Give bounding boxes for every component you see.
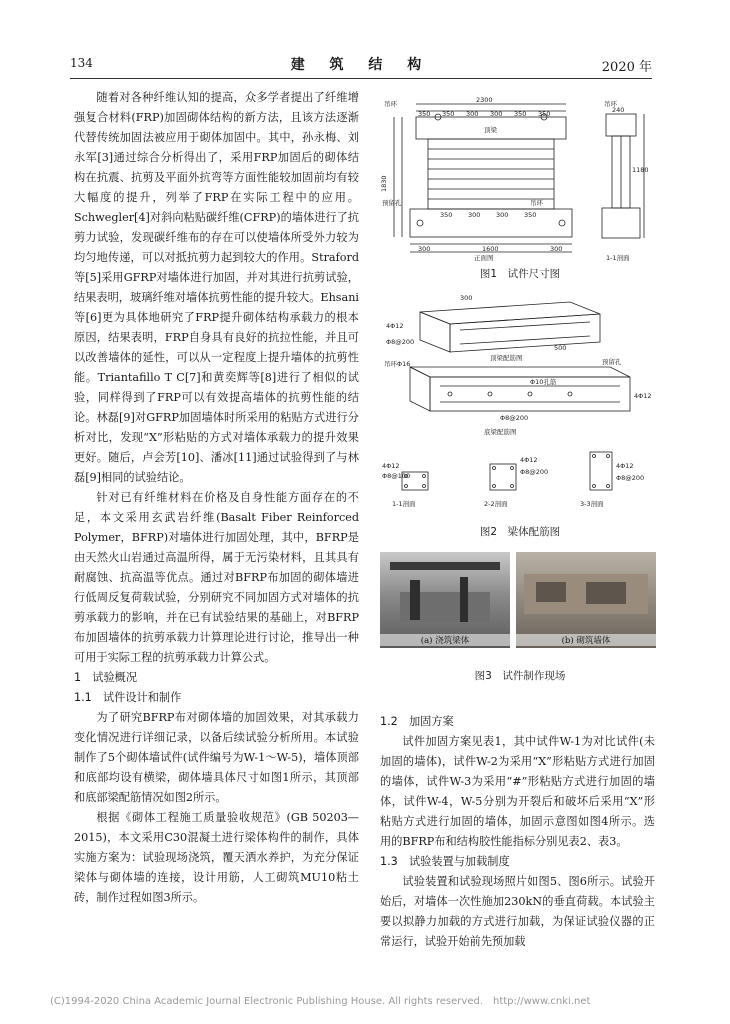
dim-top-300: 300 bbox=[460, 294, 473, 302]
label-section2-rebar: 4Φ12 bbox=[520, 456, 538, 464]
label-section3-stirrup: Φ8@200 bbox=[616, 474, 645, 482]
dim-top-5: 350 bbox=[514, 110, 527, 118]
figure-2-caption: 图2 梁体配筋图 bbox=[479, 526, 561, 538]
figure-1-caption: 图1 试件尺寸图 bbox=[479, 268, 561, 280]
paragraph: 随着对各种纤维认知的提高，众多学者提出了纤维增强复合材料(FRP)加固砌体结构的新方法，且该方法逐渐代替传统加固法被应用于砌体加固中。其中，孙永梅、刘永军[3]通过综合分析得出了，采用FRP加固后的砌体结构在抗震、抗剪及平面外抗弯等方面性能较加固前均有较大幅度的提升，列举了FRP在实际工程中的应用。Schwegler[4]对斜向粘贴碳纤维(CFRP)的墙体进行了抗剪力试验，发现碳纤维布的存在可以使墙体所受外力较为均匀地传递，可以对抵抗剪力起到较大的作用。Straford等[5]采用GFRP对墙体进行加固，并对其进行抗剪试验，结果表明，玻璃纤维对墙体抗剪性能的提升较大。Ehsani等[6]更为具体地研究了FRP提升砌体结构承载力的根本原因，结果表明，FRP自身具有良好的抗拉性能，并且可以改善墙体的延性，可以从一定程度上提升墙体的抗剪性能。Triantafillo T C[7]和黄奕辉等[8]进行了相似的试验，同样得到了FRP可以有效提高墙体的抗剪性能的结论。林磊[9]对GFRP加固墙体时所采用的粘贴方式进行分析对比，发现“X”形粘贴的方式对墙体承载力的提升效果更好。随后，卢会芳[10]、潘冰[11]通过试验得到了与林磊[9]相同的试验结论。 bbox=[74, 91, 359, 484]
label-stirrup-bottom: Φ8@200 bbox=[500, 414, 529, 422]
dim-base-1: 300 bbox=[418, 245, 431, 253]
journal-title: 建 筑 结 构 bbox=[290, 57, 432, 73]
label-rebar-top: 4Φ12 bbox=[386, 322, 404, 330]
label-stirrup-top: Φ8@200 bbox=[386, 338, 415, 346]
subsection-heading: 1.2 加固方案 bbox=[380, 715, 454, 728]
label-section-2-2: 2-2剖面 bbox=[484, 500, 508, 508]
dim-side-width: 240 bbox=[612, 106, 625, 114]
side-bottom-beam bbox=[602, 208, 640, 238]
dim-total-height: 1830 bbox=[380, 175, 388, 192]
top-beam-top-face bbox=[420, 302, 600, 324]
header-rule bbox=[70, 78, 652, 79]
dim-bottom-3: 300 bbox=[496, 211, 509, 219]
figure-3-caption: 图3 试件制作现场 bbox=[474, 670, 566, 682]
figure-1-drawing bbox=[380, 92, 660, 262]
label-section2-stirrup: Φ8@200 bbox=[520, 468, 549, 476]
dim-base-2: 1600 bbox=[482, 245, 499, 253]
section-2-2-shape bbox=[490, 464, 516, 490]
label-section-1-1: 1-1剖面 bbox=[392, 500, 416, 508]
photo-b-label: (b) 砌筑墙体 bbox=[516, 634, 656, 646]
subsection-heading: 1.3 试验装置与加载制度 bbox=[380, 855, 510, 868]
dim-bottom-4: 350 bbox=[524, 211, 537, 219]
label-side-lifting-ring: 吊环 bbox=[604, 100, 617, 108]
dim-total-width: 2300 bbox=[476, 96, 493, 104]
dim-bottom-1: 350 bbox=[440, 211, 453, 219]
photo-masonry-wall bbox=[516, 552, 656, 648]
right-column bbox=[380, 712, 655, 952]
bottom-beam-side-face bbox=[410, 367, 430, 411]
bottom-beam-top-face bbox=[410, 367, 630, 377]
section-heading: 1 试验概况 bbox=[74, 671, 138, 684]
page-header bbox=[70, 52, 652, 78]
figure-2 bbox=[380, 292, 660, 514]
paragraph: 试件加固方案见表1，其中试件W-1为对比试件(未加固的墙体)，试件W-2为采用“X”形粘贴方式进行加固的墙体，试件W-3为采用“#”形粘贴方式进行加固的墙体，试件W-4，W-5分别为开裂后和破坏后采用“X”形粘贴方式进行加固的墙体，加固示意图如图4所示。选用的BFRP布和结构胶性能指标分别见表2、表3。 bbox=[380, 735, 655, 848]
paragraph: 为了研究BFRP布对砌体墙的加固效果，对其承载力变化情况进行详细记录，以备后续试验分析所用。本试验制作了5个砌体墙试件(试件编号为W-1～W-5)，墙体顶部和底部均设有横梁，砌体墙具体尺寸如图1所示，其顶部和底部梁配筋情况如图2所示。 bbox=[74, 711, 359, 804]
label-rebar-bottom: 4Φ12 bbox=[634, 392, 652, 400]
subsection-heading: 1.1 试件设计和制作 bbox=[74, 691, 182, 704]
top-beam-front-face bbox=[450, 314, 600, 352]
figure-2-drawing bbox=[380, 292, 660, 514]
paragraph: 针对已有纤维材料在价格及自身性能方面存在的不足，本文采用玄武岩纤维(Basalt Fiber Reinforced Polymer，BFRP)对墙体进行加固处理，其中，BFRP是由天然火山岩通过高温所得，属于无污染材料，且其具有耐腐蚀、抗高温等优点。通过对BFRP布加固的砌体墙进行低周反复荷载试验，分别研究不同加固方式对墙体的抗剪承载力的影响，并在已有试验结果的基础上，对BFRP布加固墙体的抗剪承载力计算理论进行讨论，推导出一种可用于实际工程的抗剪承载力计算公式。 bbox=[74, 491, 359, 664]
label-lifting-ring-2: 吊环 bbox=[530, 199, 543, 207]
label-hole-rebar: Φ10孔筋 bbox=[530, 378, 557, 386]
label-bottom-beam-rebar: 底梁配筋图 bbox=[484, 428, 517, 436]
figure-1 bbox=[380, 92, 660, 262]
label-section1-rebar: 4Φ12 bbox=[382, 462, 400, 470]
label-anchor-hole: 预留孔 bbox=[382, 199, 402, 207]
label-top-beam-rebar: 顶梁配筋图 bbox=[490, 354, 523, 362]
label-section3-rebar: 4Φ12 bbox=[616, 462, 634, 470]
left-column bbox=[74, 88, 359, 908]
page-number: 134 bbox=[70, 56, 93, 70]
side-top-beam bbox=[606, 114, 636, 136]
photo-a-label: (a) 浇筑梁体 bbox=[380, 634, 510, 646]
dim-top-1: 350 bbox=[418, 110, 431, 118]
paragraph: 试验装置和试验现场照片如图5、图6所示。试验开始后，对墙体一次性施加230kN的垂直荷载。本试验主要以拟静力加载的方式进行加载，为保证试验仪器的正常运行，试验开始前先预加载 bbox=[380, 875, 655, 948]
journal-year: 2020 年 bbox=[601, 60, 652, 75]
dim-top-2: 350 bbox=[442, 110, 455, 118]
label-section-1-1: 1-1剖面 bbox=[606, 254, 630, 262]
label-section-3-3: 3-3剖面 bbox=[580, 500, 604, 508]
label-anchor-hole: 预留孔 bbox=[602, 358, 622, 366]
copyright-footer: (C)1994-2020 China Academic Journal Electronic Publishing House. All rights reserved. http://www.cnki.net bbox=[50, 996, 591, 1007]
dim-base-3: 300 bbox=[550, 245, 563, 253]
label-top-beam: 顶梁 bbox=[484, 126, 497, 134]
paragraph: 根据《砌体工程施工质量验收规范》(GB 50203—2015)，本文采用C30混凝土进行梁体构件的制作，具体实施方案为：试验现场浇筑，覆天洒水养护，为充分保证梁体与砌体墙的连接，设计用筋，人工砌筑MU10粘土砖，制作过程如图3所示。 bbox=[74, 811, 359, 904]
top-beam-side-face bbox=[420, 312, 450, 352]
dim-top-500: 500 bbox=[554, 344, 567, 352]
label-section1-stirrup: Φ8@100 bbox=[382, 472, 411, 480]
bottom-beam bbox=[410, 209, 572, 237]
photo-casting-beam bbox=[380, 552, 510, 648]
label-lifting-ring: 吊环 bbox=[384, 100, 397, 108]
dim-top-6: 350 bbox=[538, 110, 551, 118]
dim-top-4: 300 bbox=[490, 110, 503, 118]
label-front-view: 正面图 bbox=[474, 254, 494, 262]
dim-top-3: 300 bbox=[466, 110, 479, 118]
label-side-height: 1180 bbox=[632, 166, 649, 174]
dim-bottom-2: 300 bbox=[468, 211, 481, 219]
label-lifting-ring: 吊环Φ16 bbox=[384, 360, 411, 368]
